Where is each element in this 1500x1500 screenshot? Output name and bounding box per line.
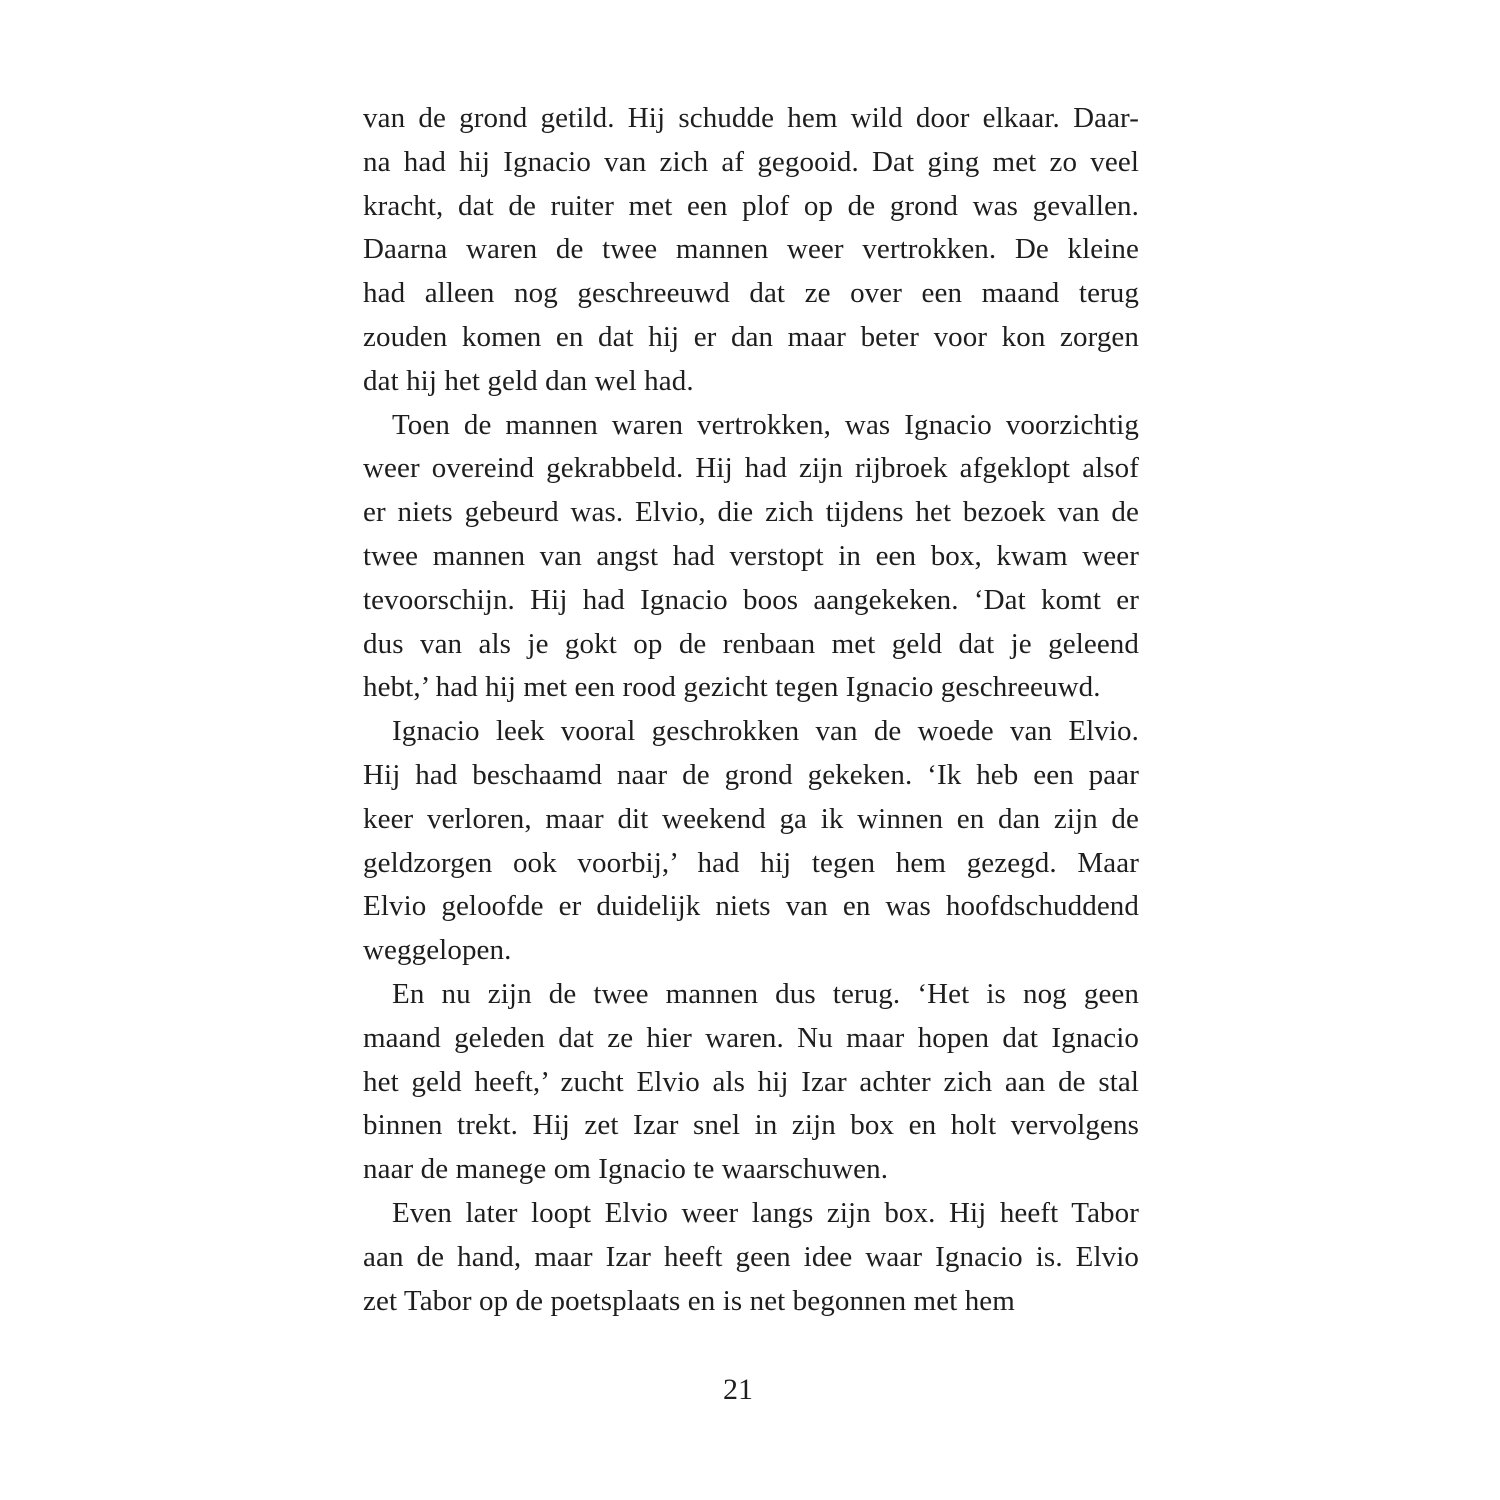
text-line: zet Tabor op de poetsplaats en is net begonnen met hem	[363, 1284, 1015, 1317]
text-line: van de grond getild. Hij schudde hem wild door elkaar. Daar-	[363, 102, 1139, 134]
text-line: Even later loopt Elvio weer langs zijn box. Hij heeft Tabor	[392, 1196, 1139, 1229]
text-line: Ignacio leek vooral geschrokken van de woede van Elvio.	[392, 715, 1139, 748]
paragraph	[363, 97, 1139, 404]
text-line: maand geleden dat ze hier waren. Nu maar hopen dat Ignacio	[363, 1021, 1139, 1054]
text-line: Daarna waren de twee mannen weer vertrokken. De kleine	[363, 233, 1139, 266]
page-number: 21	[723, 1373, 753, 1406]
text-line: dat hij het geld dan wel had.	[363, 364, 694, 397]
text-line: het geld heeft,’ zucht Elvio als hij Izar achter zich aan de stal	[363, 1065, 1139, 1098]
text-line: tevoorschijn. Hij had Ignacio boos aangekeken. ‘Dat komt er	[363, 583, 1139, 616]
paragraph	[363, 973, 1139, 1192]
text-line: geldzorgen ook voorbij,’ had hij tegen hem gezegd. Maar	[363, 846, 1139, 879]
text-line: dus van als je gokt op de renbaan met geld dat je geleend	[363, 627, 1139, 660]
text-line: En nu zijn de twee mannen dus terug. ‘Het is nog geen	[392, 977, 1139, 1010]
text-line: had alleen nog geschreeuwd dat ze over een maand terug	[363, 277, 1139, 310]
text-line: kracht, dat de ruiter met een plof op de grond was gevallen.	[363, 189, 1139, 222]
text-line: er niets gebeurd was. Elvio, die zich tijdens het bezoek van de	[363, 496, 1139, 529]
text-line: twee mannen van angst had verstopt in een box, kwam weer	[363, 539, 1139, 572]
text-line: Elvio geloofde er duidelijk niets van en was hoofdschuddend	[363, 890, 1139, 923]
text-line: aan de hand, maar Izar heeft geen idee waar Ignacio is. Elvio	[363, 1240, 1139, 1273]
text-line: binnen trekt. Hij zet Izar snel in zijn box en holt vervolgens	[363, 1109, 1139, 1142]
text-line: weggelopen.	[363, 934, 512, 967]
text-line: hebt,’ had hij met een rood gezicht tegen Ignacio geschreeuwd.	[363, 671, 1101, 704]
text-line: Hij had beschaamd naar de grond gekeken. ‘Ik heb een paar	[363, 758, 1139, 791]
page-body-text	[363, 97, 1139, 1323]
text-line: naar de manege om Ignacio te waarschuwen.	[363, 1153, 889, 1186]
text-line: weer overeind gekrabbeld. Hij had zijn rijbroek afgeklopt alsof	[363, 452, 1139, 485]
paragraph	[363, 1192, 1139, 1323]
text-line: Toen de mannen waren vertrokken, was Ignacio voorzichtig	[392, 408, 1139, 441]
text-line: na had hij Ignacio van zich af gegooid. Dat ging met zo veel	[363, 145, 1139, 178]
text-line: zouden komen en dat hij er dan maar beter voor kon zorgen	[363, 320, 1139, 353]
paragraph	[363, 404, 1139, 711]
text-line: keer verloren, maar dit weekend ga ik winnen en dan zijn de	[363, 802, 1139, 835]
paragraph	[363, 710, 1139, 973]
